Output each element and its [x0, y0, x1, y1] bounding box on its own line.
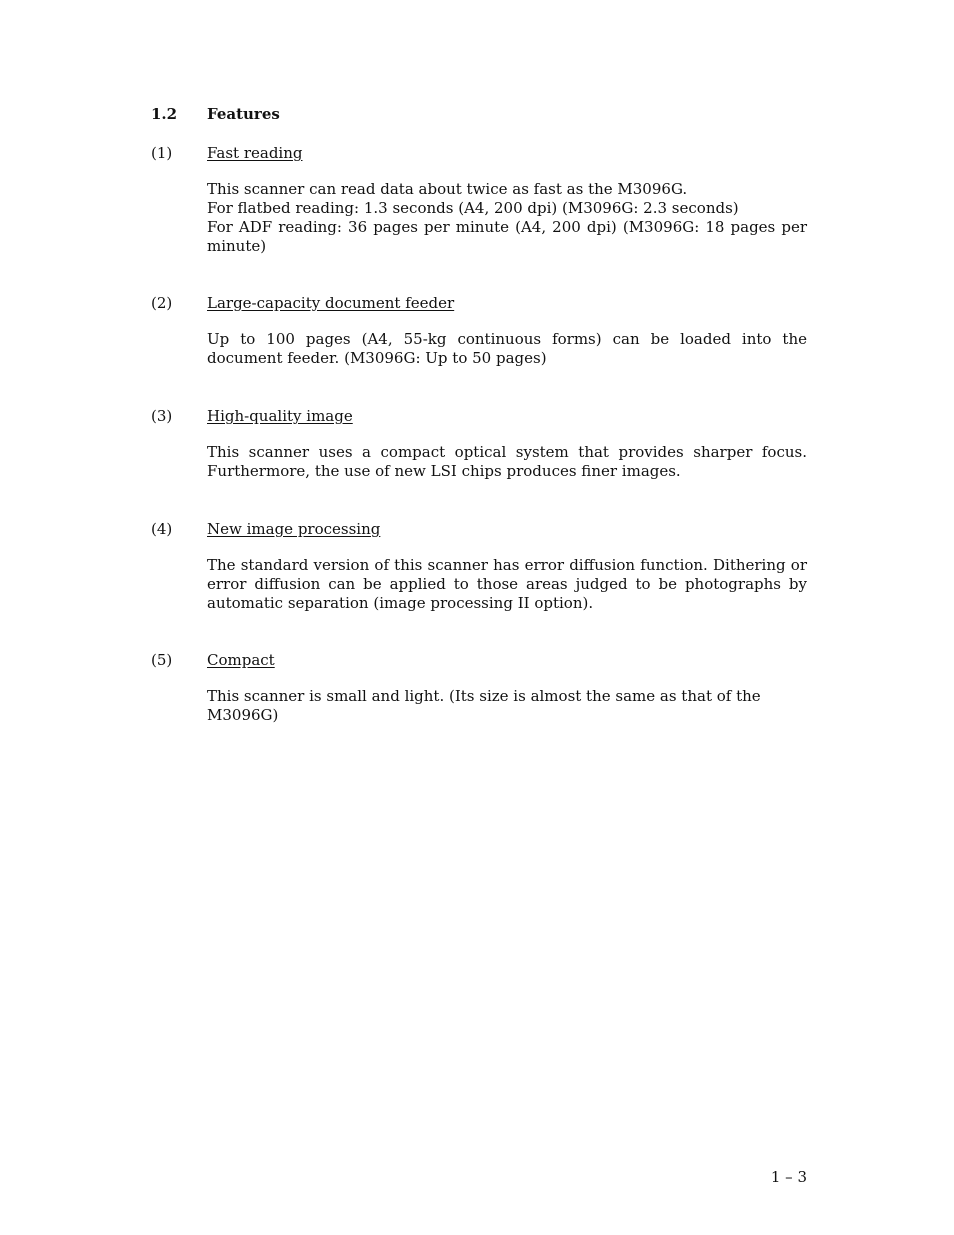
- feature-title: High-quality image: [207, 407, 353, 425]
- feature-title: Large-capacity document feeder: [207, 294, 455, 312]
- feature-text: This scanner is small and light. (Its size is almost the same as that of the M3096G): [207, 687, 761, 724]
- section-number: 1.2: [151, 105, 178, 123]
- feature-image-processing: [151, 520, 807, 613]
- feature-text: The standard version of this scanner has error diffusion function. Dithering or error diffusion can be applied to those areas judged to be photographs by automatic separation (image processing II option).: [207, 556, 807, 612]
- feature-line: For flatbed reading: 1.3 seconds (A4, 200 dpi) (M3096G: 2.3 seconds): [207, 199, 739, 217]
- page-number: 1 – 3: [770, 1168, 807, 1186]
- feature-index: (3): [151, 407, 173, 425]
- section-title: Features: [207, 105, 280, 123]
- feature-high-quality-image: [151, 407, 807, 481]
- feature-heading: [151, 520, 807, 539]
- feature-heading: [151, 407, 807, 426]
- feature-text: This scanner uses a compact optical system that provides sharper focus. Furthermore, the use of new LSI chips produces finer images.: [207, 443, 807, 480]
- feature-body: [207, 180, 807, 256]
- feature-heading: [151, 144, 807, 163]
- feature-line: This scanner can read data about twice as fast as the M3096G.: [207, 180, 688, 198]
- feature-text: Up to 100 pages (A4, 55-kg continuous forms) can be loaded into the document feeder. (M3096G: Up to 50 pages): [207, 330, 807, 367]
- feature-body: [207, 556, 807, 613]
- feature-line: For ADF reading: 36 pages per minute (A4, 200 dpi) (M3096G: 18 pages per minute): [207, 218, 807, 255]
- section-heading: [151, 105, 280, 123]
- feature-body: [207, 687, 807, 725]
- feature-heading: [151, 294, 807, 313]
- feature-index: (4): [151, 520, 173, 538]
- feature-fast-reading: [151, 144, 807, 256]
- feature-title: Compact: [207, 651, 275, 669]
- feature-title: Fast reading: [207, 144, 303, 162]
- feature-compact: [151, 651, 807, 725]
- feature-index: (5): [151, 651, 173, 669]
- feature-body: [207, 330, 807, 368]
- feature-body: [207, 443, 807, 481]
- feature-document-feeder: [151, 294, 807, 368]
- feature-title: New image processing: [207, 520, 381, 538]
- feature-index: (2): [151, 294, 173, 312]
- feature-index: (1): [151, 144, 173, 162]
- feature-heading: [151, 651, 807, 670]
